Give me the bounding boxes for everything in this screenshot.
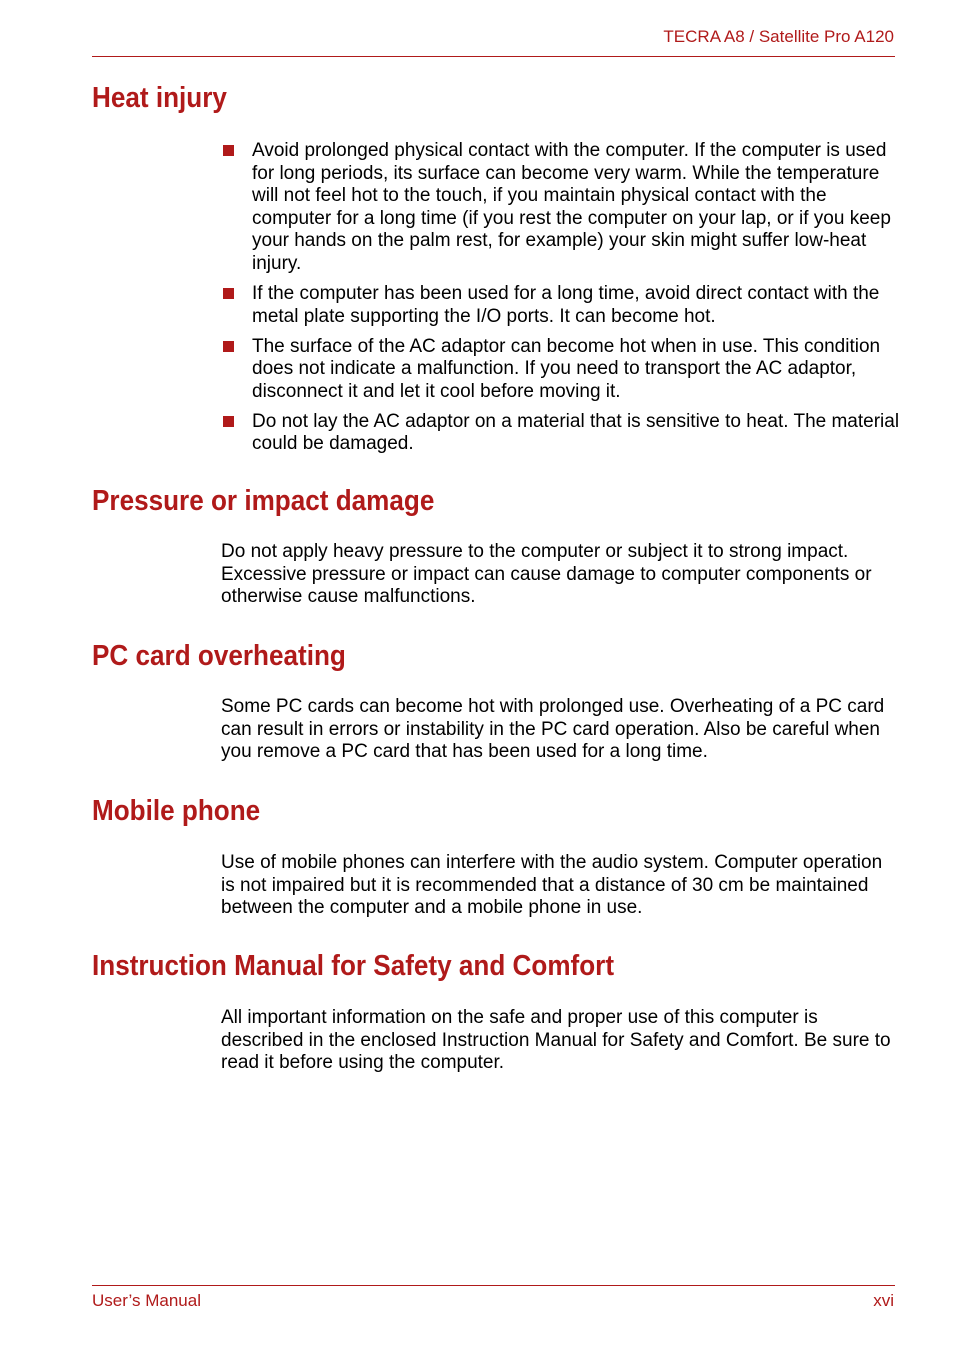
- header-rule: [92, 56, 895, 57]
- list-item-text: If the computer has been used for a long time, avoid direct contact with the metal plate supporting the I/O ports. It can become hot.: [252, 282, 880, 327]
- list-item-text: Do not lay the AC adaptor on a material that is sensitive to heat. The material could be damaged.: [252, 410, 900, 455]
- paragraph-mobile-phone: Use of mobile phones can interfere with the audio system. Computer operation is not impaired but it is recommended that a distance of 30 cm be maintained between the computer and a mobile phone in use.: [221, 852, 883, 919]
- footer-manual-title: User’s Manual: [92, 1291, 201, 1310]
- square-bullet-icon: [223, 416, 234, 427]
- paragraph-pc-card: Some PC cards can become hot with prolonged use. Overheating of a PC card can result in errors or instability in the PC card operation. Also be careful when you remove a PC card that has been used for a long time.: [221, 696, 885, 763]
- list-item-text: The surface of the AC adaptor can become hot when in use. This condition does not indicate a malfunction. If you need to transport the AC adaptor, disconnect it and let it cool before moving it.: [252, 335, 881, 402]
- heading-mobile-phone: Mobile phone: [92, 795, 261, 827]
- footer-rule: [92, 1285, 895, 1286]
- list-item: [221, 411, 901, 456]
- page-number: xvi: [873, 1291, 894, 1310]
- heat-injury-list: [221, 140, 901, 463]
- heading-instruction-manual: Instruction Manual for Safety and Comfort: [92, 950, 615, 982]
- heading-pressure-impact: Pressure or impact damage: [92, 485, 435, 517]
- list-item-text: Avoid prolonged physical contact with the computer. If the computer is used for long periods, its surface can become very warm. While the temperature will not feel hot to the touch, if you maintain physical contact with the computer for a long time (if you rest the computer on your lap, or if you keep your hands on the palm rest, for example) your skin might suffer low-heat injury.: [252, 140, 891, 274]
- heading-heat-injury: Heat injury: [92, 82, 227, 114]
- square-bullet-icon: [223, 341, 234, 352]
- square-bullet-icon: [223, 145, 234, 156]
- list-item: [221, 140, 901, 276]
- paragraph-instruction-manual: All important information on the safe and proper use of this computer is described in the enclosed Instruction Manual for Safety and Comfort. Be sure to read it before using the computer.: [221, 1007, 891, 1074]
- paragraph-pressure-impact: Do not apply heavy pressure to the computer or subject it to strong impact. Excessive pressure or impact can cause damage to computer components or otherwise cause malfunctions.: [221, 541, 872, 608]
- list-item: [221, 283, 901, 328]
- list-item: [221, 336, 901, 404]
- heading-pc-card: PC card overheating: [92, 640, 346, 672]
- square-bullet-icon: [223, 288, 234, 299]
- running-header: TECRA A8 / Satellite Pro A120: [663, 27, 894, 46]
